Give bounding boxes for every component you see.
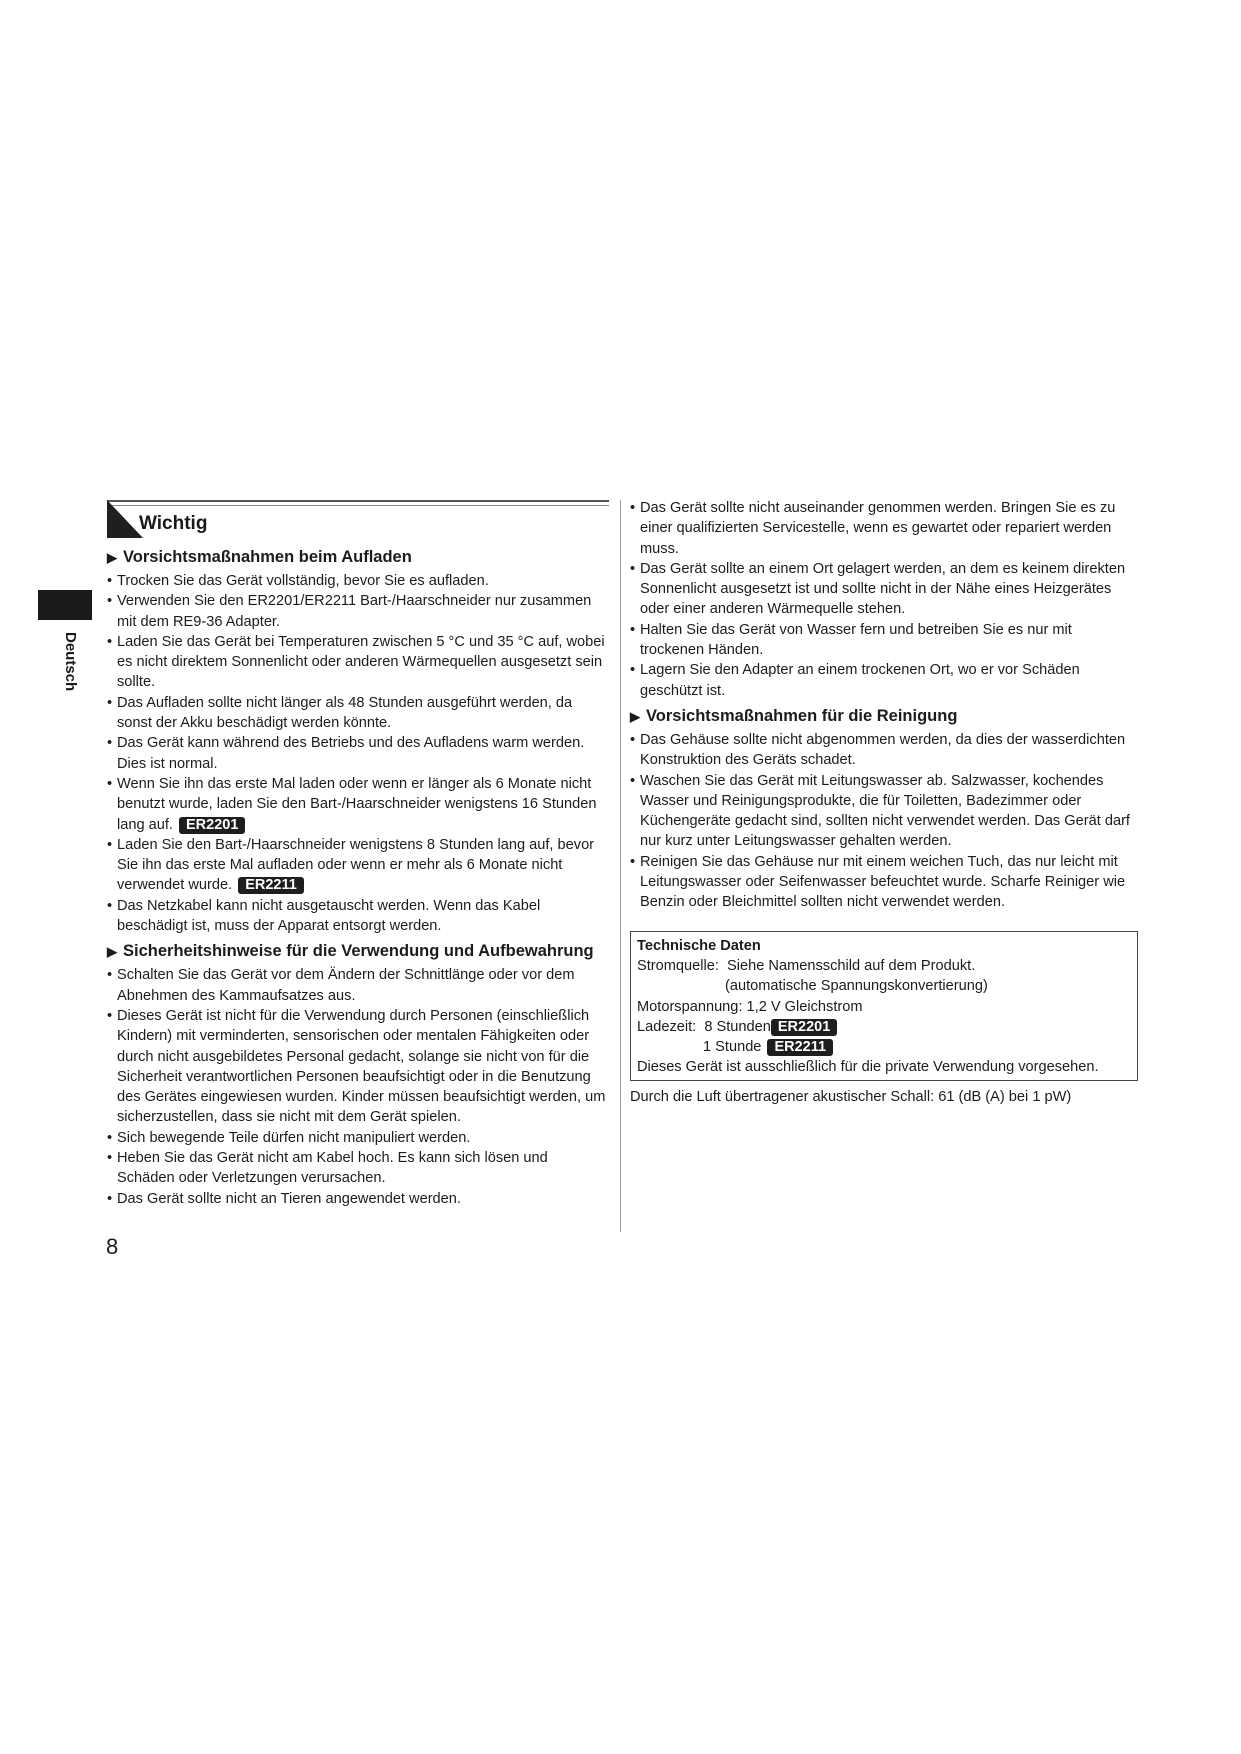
section-heading-cleaning: ▶ Vorsichtsmaßnahmen für die Reinigung [630,706,958,725]
left-column [107,500,609,1209]
list-item: • Schalten Sie das Gerät vor dem Ändern der Schnittlänge oder vor dem Abnehmen des Kammaufsatzes aus. [107,965,609,1006]
list-item: • Trocken Sie das Gerät vollständig, bevor Sie es aufladen. [107,571,609,591]
language-tab-marker [38,590,92,620]
model-badge: ER2201 [771,1019,837,1036]
important-banner [107,500,609,540]
motor-voltage-row: Motorspannung: 1,2 V Gleichstrom [637,998,863,1015]
right-column [630,498,1138,1107]
technical-data-title: Technische Daten [637,937,761,954]
list-item: • Halten Sie das Gerät von Wasser fern und betreiben Sie es nur mit trockenen Händen. [630,620,1138,661]
list-item: • Lagern Sie den Adapter an einem trockenen Ort, wo er vor Schäden geschützt ist. [630,660,1138,701]
list-item: • Laden Sie das Gerät bei Temperaturen zwischen 5 °C und 35 °C auf, wobei es nicht direktem Sonnenlicht oder anderen Wärmequellen ausgesetzt sein sollte. [107,632,609,693]
list-item: • Das Gerät kann während des Betriebs und des Aufladens warm werden. Dies ist normal. [107,733,609,774]
list-item: • Heben Sie das Gerät nicht am Kabel hoch. Es kann sich lösen und Schäden oder Verletzungen verursachen. [107,1148,609,1189]
list-item: • Das Gerät sollte an einem Ort gelagert werden, an dem es keinem direkten Sonnenlicht ausgesetzt ist und sollte nicht in der Nähe eines Heizgerätes oder einer anderen Wärmequelle stehen. [630,559,1138,620]
power-source-note: (automatische Spannungskonvertierung) [725,978,988,995]
arrow-icon: ▶ [630,708,640,724]
cleaning-list [630,730,1138,913]
list-item: • Sich bewegende Teile dürfen nicht manipuliert werden. [107,1128,609,1148]
power-source-row: Stromquelle: Siehe Namensschild auf dem Produkt. [637,957,976,974]
list-item: • Wenn Sie ihn das erste Mal laden oder wenn er länger als 6 Monate nicht benutzt wurde, laden Sie den Bart-/Haarschneider wenigstens 16 Stunden lang auf. ER2201 [107,774,609,835]
list-item: • Das Netzkabel kann nicht ausgetauscht werden. Wenn das Kabel beschädigt ist, muss der Apparat entsorgt werden. [107,896,609,937]
list-item: • Verwenden Sie den ER2201/ER2211 Bart-/Haarschneider nur zusammen mit dem RE9-36 Adapter. [107,591,609,632]
list-item: • Laden Sie den Bart-/Haarschneider wenigstens 8 Stunden lang auf, bevor Sie ihn das erste Mal aufladen oder wenn er mehr als 6 Monate nicht verwendet wurde. ER2211 [107,835,609,896]
noise-emission-text: Durch die Luft übertragener akustischer Schall: 61 (dB (A) bei 1 pW) [630,1088,1072,1105]
arrow-icon: ▶ [107,944,117,960]
section-heading-charging: ▶ Vorsichtsmaßnahmen beim Aufladen [107,548,412,566]
banner-triangle-icon [107,500,143,538]
column-divider [620,500,621,1232]
list-item: • Reinigen Sie das Gehäuse nur mit einem weichen Tuch, das nur leicht mit Leitungswasser oder Seifenwasser befeuchtet wurde. Scharfe Reiniger wie Benzin oder Bleichmittel sollten nicht verwendet werden. [630,852,1138,913]
list-item: • Dieses Gerät ist nicht für die Verwendung durch Personen (einschließlich Kindern) mit verminderten, sensorischen oder mentalen Fähigkeiten oder durch nicht ausgebildetes Personal gedacht, solange sie nicht von für die Sicherheit verantwortlichen Personen beaufsichtigt oder in die Benutzung des Gerätes eingewiesen wurden. Kinder müssen beaufsichtigt werden, um sicherzustellen, dass sie nicht mit dem Gerät spielen. [107,1006,609,1128]
list-item: • Das Gehäuse sollte nicht abgenommen werden, da dies der wasserdichten Konstruktion des Geräts schadet. [630,730,1138,771]
list-item: • Waschen Sie das Gerät mit Leitungswasser ab. Salzwasser, kochendes Wasser und Reinigungsprodukte, die für Toiletten, Badezimmer oder Küchengeräte gedacht sind, sollten nicht verwendet werden. Das Gerät darf nur kurz unter Leitungswasser gehalten werden. [630,771,1138,852]
section-heading-safety: ▶ Sicherheitshinweise für die Verwendung und Aufbewahrung [107,942,594,961]
safety-list-continued [630,498,1138,701]
list-item: • Das Aufladen sollte nicht länger als 48 Stunden ausgeführt werden, da sonst der Akku beschädigt werden könnte. [107,693,609,734]
safety-list [107,965,609,1209]
technical-data-box [630,931,1138,1081]
charging-list [107,571,609,936]
charge-time-row-2: 1 Stunde ER2211 [637,1037,1131,1057]
list-item: • Das Gerät sollte nicht an Tieren angewendet werden. [107,1189,609,1209]
banner-title: Wichtig [139,513,208,534]
model-badge: ER2211 [238,877,304,894]
model-badge: ER2211 [767,1039,833,1056]
charge-time-row: Ladezeit: 8 Stunden ER2201 [637,1017,1131,1037]
list-item: • Das Gerät sollte nicht auseinander genommen werden. Bringen Sie es zu einer qualifizierten Servicestelle, wenn es gewartet oder repariert werden muss. [630,498,1138,559]
page-number: 8 [106,1234,119,1259]
arrow-icon: ▶ [107,550,117,565]
language-label: Deutsch [62,632,79,692]
usage-note: Dieses Gerät ist ausschließlich für die private Verwendung vorgesehen. [637,1059,1099,1076]
model-badge: ER2201 [179,817,245,834]
